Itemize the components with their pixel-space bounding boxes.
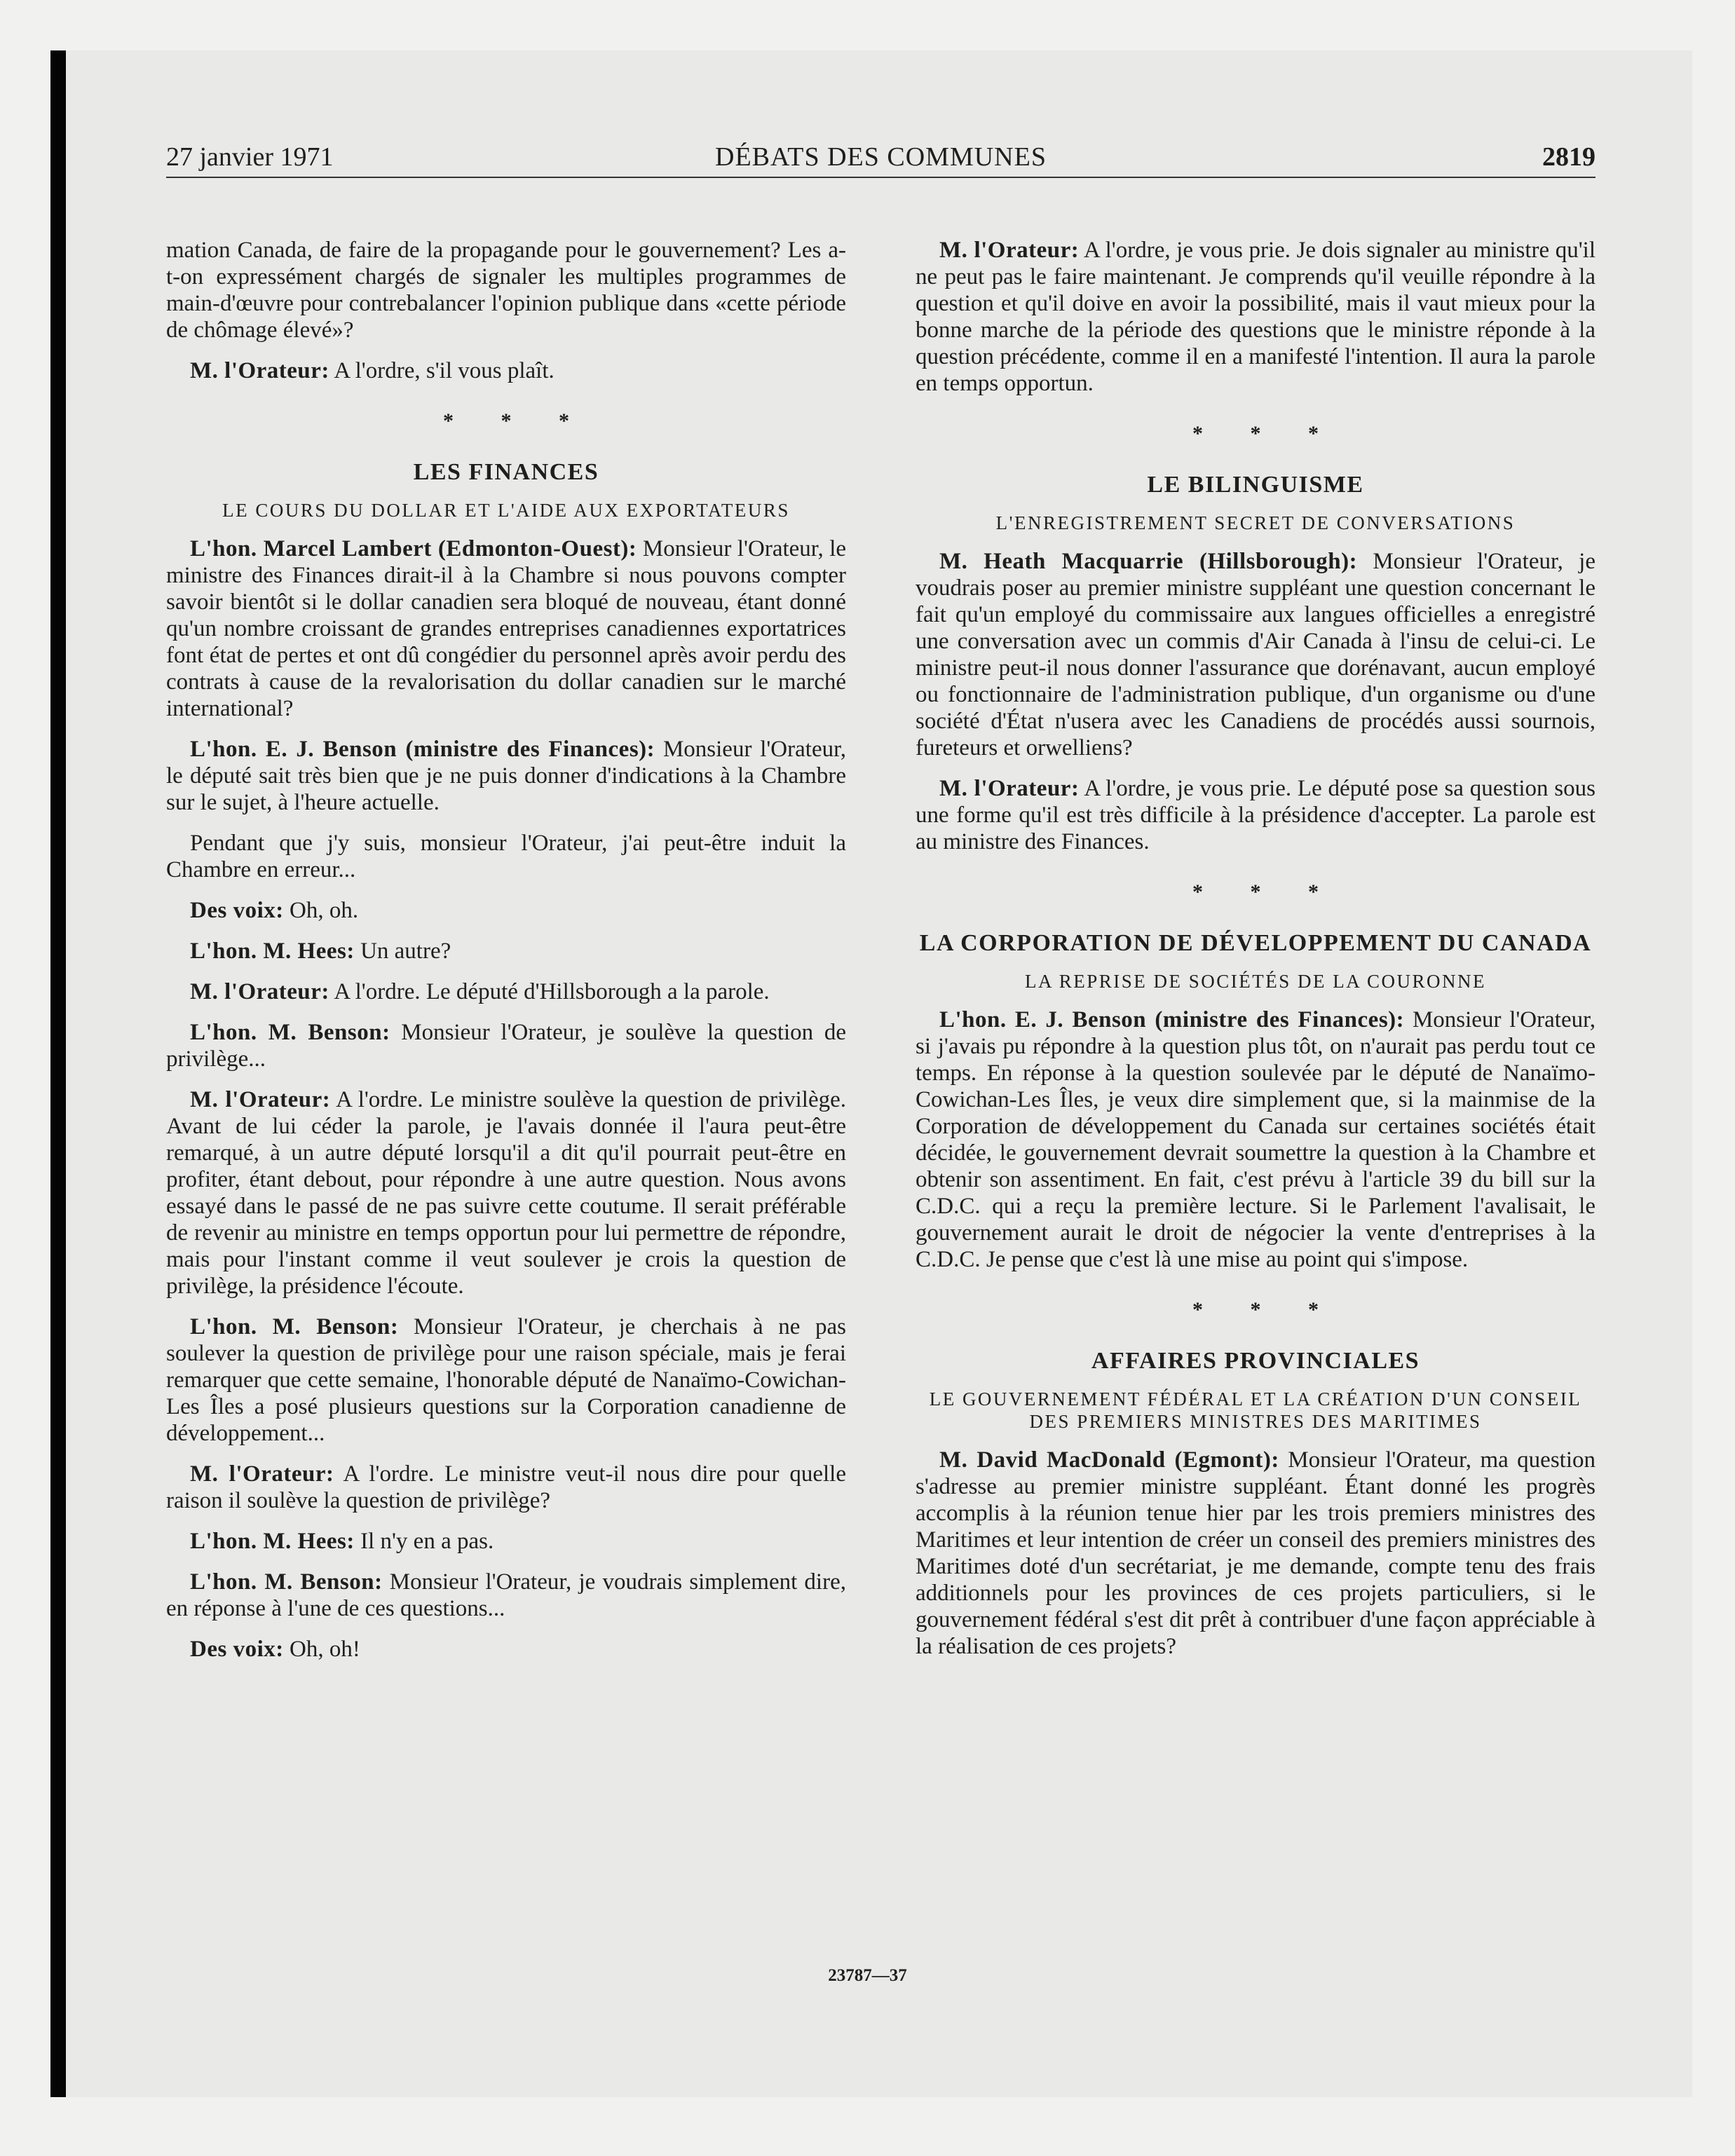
speaker-name: M. l'Orateur: bbox=[939, 238, 1080, 263]
paragraph-text: A l'ordre, s'il vous plaît. bbox=[334, 358, 554, 383]
paragraph-text: A l'ordre. Le ministre veut-il nous dire pour quelle raison il soulève la question de privilège? bbox=[166, 1461, 846, 1513]
paragraph bbox=[166, 736, 846, 816]
paragraph-text: Il n'y en a pas. bbox=[360, 1529, 494, 1554]
speaker-name: Des voix: bbox=[190, 898, 284, 923]
paragraph bbox=[166, 938, 846, 964]
paragraph bbox=[166, 357, 846, 384]
subheading: LE GOUVERNEMENT FÉDÉRAL ET LA CRÉATION D'UN CONSEIL DES PREMIERS MINISTRES DES MARITIMES bbox=[929, 1389, 1582, 1432]
paragraph-text: Monsieur l'Orateur, je voudrais poser au premier ministre suppléant une question concernant le fait qu'un employé du commissaire aux langues officielles a enregistré une conversation avec un commis d'Air Canada à l'insu de celui-ci. Le ministre peut-il nous donner l'assurance que dorénavant, aucun employé ou fonctionnaire de l'administration publique, d'un organisme ou d'une société d'État n'usera avec les Canadiens de procédés aussi sournois, fureteurs et orwelliens? bbox=[916, 549, 1596, 760]
scan-binding-edge bbox=[50, 50, 66, 2097]
header-title: DÉBATS DES COMMUNES bbox=[715, 142, 1047, 172]
speaker-name: L'hon. M. Hees: bbox=[190, 939, 355, 964]
paragraph bbox=[166, 1569, 846, 1622]
section-heading: LA CORPORATION DE DÉVELOPPEMENT DU CANADA bbox=[919, 930, 1592, 956]
speaker-name: L'hon. M. Benson: bbox=[190, 1569, 383, 1595]
speaker-name: L'hon. Marcel Lambert (Edmonton-Ouest): bbox=[190, 536, 637, 561]
paragraph bbox=[166, 1461, 846, 1514]
paragraph bbox=[166, 1019, 846, 1072]
header-rule bbox=[166, 177, 1595, 178]
speaker-name: L'hon. E. J. Benson (ministre des Finances): bbox=[190, 737, 655, 762]
paragraph-text: Monsieur l'Orateur, ma question s'adresse au premier ministre suppléant. Étant donné les progrès accomplis à la réunion tenue hier par les trois premiers ministres des Maritimes et leur intention de créer un conseil des premiers ministres des Maritimes doté d'un secrétariat, je me demande, compte tenu des frais additionnels pour les provinces de ces projets particuliers, si le gouvernement fédéral s'est dit prêt à contribuer d'une façon appréciable à la réalisation de ces projets? bbox=[916, 1447, 1596, 1659]
paragraph-text: Pendant que j'y suis, monsieur l'Orateur, j'ai peut-être induit la Chambre en erreur... bbox=[166, 831, 846, 882]
paragraph bbox=[166, 237, 846, 343]
speaker-name: M. l'Orateur: bbox=[190, 979, 329, 1004]
speaker-name: M. l'Orateur: bbox=[190, 1087, 331, 1112]
paragraph-text: Oh, oh. bbox=[289, 898, 359, 923]
paragraph-text: A l'ordre. Le député d'Hillsborough a la parole. bbox=[334, 979, 770, 1004]
section-heading: AFFAIRES PROVINCIALES bbox=[1091, 1348, 1420, 1374]
speaker-name: L'hon. M. Benson: bbox=[190, 1314, 399, 1339]
paragraph bbox=[916, 1447, 1595, 1660]
subheading: LA REPRISE DE SOCIÉTÉS DE LA COURONNE bbox=[1024, 971, 1487, 992]
paragraph-text: Monsieur l'Orateur, le député sait très bien que je ne puis donner d'indications à la Chambre sur le sujet, à l'heure actuelle. bbox=[166, 737, 847, 815]
paragraph bbox=[166, 1528, 846, 1555]
paragraph-text: A l'ordre. Le ministre soulève la question de privilège. Avant de lui céder la parole, je l'avais donnée il l'aura peut-être remarqué, à un autre député lorsqu'il a dit qu'il pourrait peut-être en profiter, étant debout, pour répondre à une autre question. Nous avons essayé dans le passé de ne pas suivre cette coutume. Il serait préférable de revenir au ministre en temps opportun pour lui permettre de répondre, mais pour l'instant comme il veut soulever je crois la question de privilège, la présidence l'écoute. bbox=[166, 1087, 846, 1299]
paragraph bbox=[166, 978, 846, 1005]
section-heading: LES FINANCES bbox=[413, 459, 599, 485]
print-code: 23787—37 bbox=[828, 1966, 907, 1985]
speaker-name: L'hon. M. Hees: bbox=[190, 1529, 355, 1554]
subheading: L'ENREGISTREMENT SECRET DE CONVERSATIONS bbox=[995, 512, 1516, 533]
speaker-name: M. Heath Macquarrie (Hillsborough): bbox=[939, 549, 1358, 574]
subheading: LE COURS DU DOLLAR ET L'AIDE AUX EXPORTATEURS bbox=[222, 500, 790, 521]
paragraph-text: Monsieur l'Orateur, le ministre des Finances dirait-il à la Chambre si nous pouvons compter savoir bientôt si le dollar canadien sera bloqué de nouveau, étant donné qu'un nombre croissant de grandes entreprises canadiennes exportatrices font état de pertes et ont dû congédier du personnel après avoir perdu des contrats à cause de la revalorisation du dollar canadien sur le marché international? bbox=[166, 536, 847, 721]
speaker-name: M. l'Orateur: bbox=[939, 776, 1080, 801]
paragraph bbox=[916, 237, 1595, 397]
paragraph-text: A l'ordre, je vous prie. Je dois signaler au ministre qu'il ne peut pas le faire maintenant. Je comprends qu'il veuille répondre à la question et qu'il doive en avoir la possibilité, mais il vaut mieux pour la bonne marche de la période des questions que le ministre réponde à la question précédente, comme il en a manifesté l'intention. Il aura la parole en temps opportun. bbox=[916, 238, 1595, 396]
paragraph bbox=[166, 1314, 846, 1447]
paragraph bbox=[166, 830, 846, 883]
paragraph bbox=[916, 775, 1595, 855]
header-date: 27 janvier 1971 bbox=[166, 142, 334, 172]
speaker-name: L'hon. M. Benson: bbox=[190, 1020, 390, 1045]
section-separator: * * * bbox=[1192, 422, 1340, 445]
speaker-name: M. David MacDonald (Egmont): bbox=[939, 1447, 1279, 1473]
paragraph bbox=[166, 535, 846, 722]
speaker-name: Des voix: bbox=[190, 1637, 284, 1662]
paragraph-text: Un autre? bbox=[360, 939, 451, 964]
page-number: 2819 bbox=[1542, 142, 1595, 172]
speaker-name: M. l'Orateur: bbox=[190, 1461, 334, 1487]
paragraph-text: Monsieur l'Orateur, si j'avais pu répondre à la question plus tôt, on n'aurait pas perdu tout ce temps. En réponse à la question soulevée par le député de Nanaïmo-Cowichan-Les Îles, je veux dire simplement que, si la mainmise de la Corporation de développement du Canada sur certaines sociétés était décidée, le gouvernement devrait soumettre la question à la Chambre et obtenir son assentiment. En fait, c'est prévu à l'article 39 du bill sur la C.D.C. qui a reçu la première lecture. Si le Parlement l'avalisait, le gouvernement aurait le droit de négocier la vente d'entreprises à la C.D.C. Je pense que c'est là une mise au point qui s'impose. bbox=[916, 1007, 1596, 1272]
speaker-name: M. l'Orateur: bbox=[190, 358, 329, 383]
paragraph-text: Monsieur l'Orateur, je cherchais à ne pas soulever la question de privilège pour une raison spéciale, mais je ferai remarquer que cette semaine, l'honorable député de Nanaïmo-Cowichan-Les Îles a posé plusieurs questions sur la Corporation canadienne de développement... bbox=[166, 1314, 847, 1446]
speaker-name: L'hon. E. J. Benson (ministre des Finances): bbox=[939, 1007, 1405, 1032]
paragraph bbox=[166, 897, 846, 924]
running-header bbox=[166, 140, 1595, 174]
left-column bbox=[166, 237, 846, 1677]
section-separator: * * * bbox=[1192, 1298, 1340, 1321]
paragraph bbox=[916, 1007, 1595, 1273]
paragraph-text: mation Canada, de faire de la propagande pour le gouvernement? Les a-t-on expressément chargés de signaler les multiples programmes de main-d'œuvre pour contrebalancer l'opinion publique dans «cette période de chômage élevé»? bbox=[166, 238, 846, 343]
right-column bbox=[916, 237, 1595, 1674]
paragraph bbox=[166, 1636, 846, 1663]
paragraph-text: Oh, oh! bbox=[289, 1637, 360, 1662]
paragraph-text: A l'ordre, je vous prie. Le député pose sa question sous une forme qu'il est très difficile à la présidence d'accepter. La parole est au ministre des Finances. bbox=[916, 776, 1595, 854]
paragraph bbox=[166, 1086, 846, 1299]
section-heading: LE BILINGUISME bbox=[1147, 472, 1364, 498]
section-separator: * * * bbox=[443, 409, 590, 432]
paragraph-text: Monsieur l'Orateur, je voudrais simplement dire, en réponse à l'une de ces questions... bbox=[166, 1569, 846, 1621]
paragraph bbox=[916, 548, 1595, 761]
paragraph-text: Monsieur l'Orateur, je soulève la question de privilège... bbox=[166, 1020, 846, 1072]
section-separator: * * * bbox=[1192, 880, 1340, 903]
